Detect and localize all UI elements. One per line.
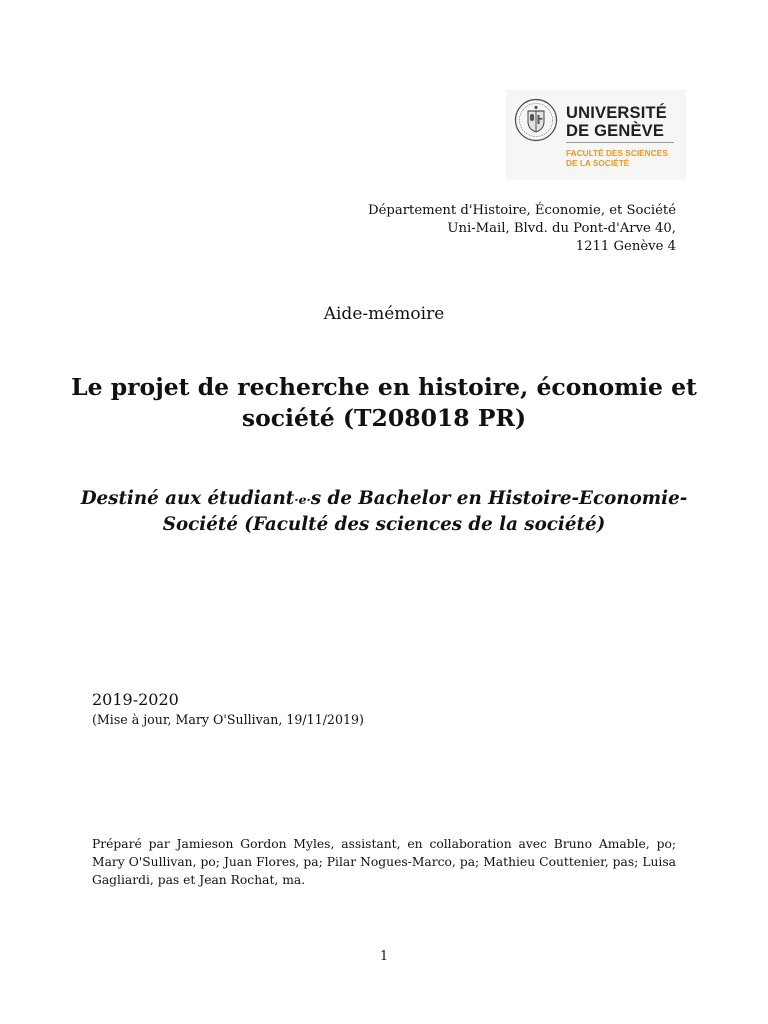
academic-year: 2019-2020 xyxy=(92,690,179,709)
update-note: (Mise à jour, Mary O'Sullivan, 19/11/2019) xyxy=(92,712,364,727)
subtitle-part: s de Bachelor en Histoire-Economie-Société (Faculté des sciences de la société) xyxy=(162,488,688,535)
prepared-by: Préparé par Jamieson Gordon Myles, assistant, en collaboration avec Bruno Amable, po; Mary O'Sullivan, po; Juan Flores, pa; Pilar Nogues-Marco, pa; Mathieu Couttenier, pas; Luisa Gagliardi, pas et Jean Rochat, ma. xyxy=(92,837,676,887)
subtitle-inclusive-marker: ·e· xyxy=(294,492,311,507)
university-name-line1: UNIVERSITÉ xyxy=(566,104,668,122)
university-logo xyxy=(506,90,686,180)
address-line: Uni-Mail, Blvd. du Pont-d'Arve 40, xyxy=(447,221,676,236)
page-number: 1 xyxy=(379,948,388,963)
document-title: Le projet de recherche en histoire, économie et société (T208018 PR) xyxy=(71,373,697,432)
address-line: 1211 Genève 4 xyxy=(575,239,676,254)
document-type: Aide-mémoire xyxy=(323,304,445,324)
faculty-name-line1: FACULTÉ DES SCIENCES xyxy=(566,148,668,158)
address-line: Département d'Histoire, Économie, et Société xyxy=(368,203,676,218)
faculty-name-line2: DE LA SOCIÉTÉ xyxy=(566,158,630,168)
university-seal-icon xyxy=(514,98,558,142)
department-address xyxy=(368,202,676,256)
subtitle-part: Destiné aux étudiant xyxy=(80,488,295,509)
university-name xyxy=(566,104,667,140)
logo-divider xyxy=(566,142,674,143)
document-subtitle xyxy=(60,486,708,537)
faculty-name xyxy=(566,148,668,168)
university-name-line2: DE GENÈVE xyxy=(566,122,665,140)
